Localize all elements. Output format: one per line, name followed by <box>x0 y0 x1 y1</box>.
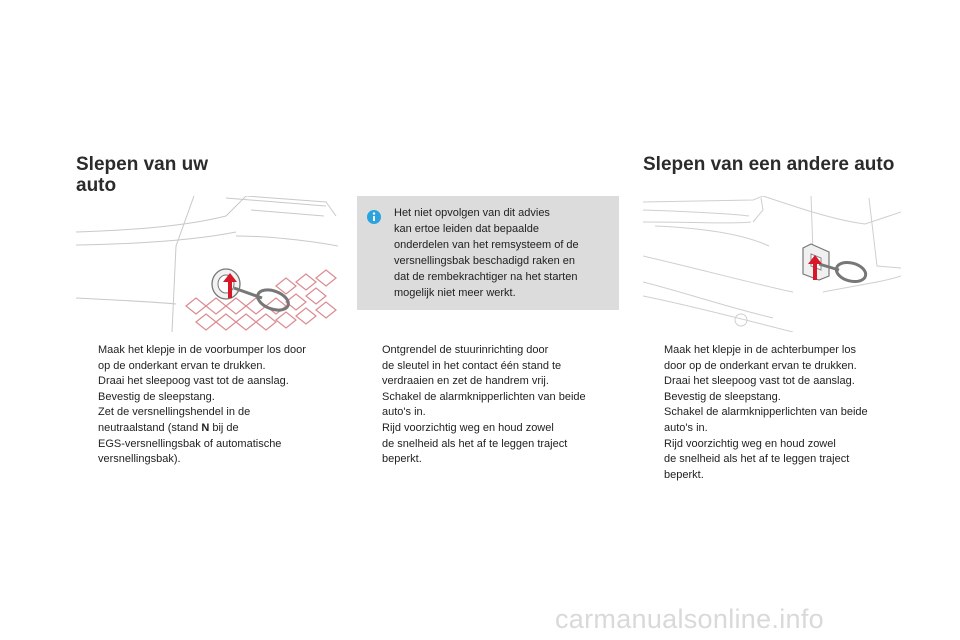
item-line: Schakel de alarmknipperlichten van beide <box>664 406 868 419</box>
item-line: auto's in. <box>664 421 708 434</box>
item-line: beperkt. <box>382 453 422 466</box>
item-line: Draai het sleepoog vast tot de aanslag. <box>98 375 289 388</box>
item-line: Rijd voorzichtig weg en houd zowel <box>664 437 836 450</box>
item-line: verdraaien en zet de handrem vrij. <box>382 375 549 388</box>
list-item <box>76 374 346 390</box>
instructions-other-car <box>642 343 912 483</box>
list-item <box>360 343 620 390</box>
info-icon <box>367 210 381 224</box>
item-line: Bevestig de sleepstang. <box>98 390 215 403</box>
list-item <box>642 343 912 374</box>
instructions-own-car <box>76 343 346 468</box>
notice-line: onderdelen van het remsysteem of de <box>394 239 579 251</box>
heading-line: Slepen van uw <box>76 154 208 175</box>
item-line: Bevestig de sleepstang. <box>664 390 781 403</box>
item-line: de sleutel in het contact één stand te <box>382 359 562 372</box>
item-line: de snelheid als het af te leggen traject <box>382 437 568 450</box>
item-line: versnellingsbak). <box>98 453 181 466</box>
item-line: Maak het klepje in de voorbumper los door <box>98 344 306 356</box>
notice-line: mogelijk niet meer werkt. <box>394 287 516 299</box>
item-line: auto's in. <box>382 406 426 419</box>
list-item <box>76 343 346 374</box>
heading-towing-another-car: Slepen van een andere auto <box>643 154 895 175</box>
list-item <box>76 405 346 467</box>
instructions-own-car-continued <box>360 343 620 468</box>
item-line: beperkt. <box>664 468 704 481</box>
list-item <box>360 390 620 421</box>
item-line: Zet de versnellingshendel in de <box>98 406 251 419</box>
gear-position: N <box>201 421 210 434</box>
item-line: Schakel de alarmknipperlichten van beide <box>382 390 586 403</box>
heading-line: auto <box>76 175 117 196</box>
rear-towing-eye-illustration <box>643 196 901 332</box>
list-item <box>642 374 912 390</box>
item-line: Draai het sleepoog vast tot de aanslag. <box>664 375 855 388</box>
item-line: Ontgrendel de stuurinrichting door <box>382 344 549 356</box>
notice-line: Het niet opvolgen van dit advies <box>394 207 550 219</box>
notice-line: dat de rembekrachtiger na het starten <box>394 271 578 283</box>
item-line: Rijd voorzichtig weg en houd zowel <box>382 421 554 434</box>
list-item <box>76 390 346 406</box>
watermark: carmanualsonline.info <box>555 604 824 634</box>
item-line: de snelheid als het af te leggen traject <box>664 453 850 466</box>
front-towing-eye-illustration <box>76 196 338 332</box>
item-line: EGS-versnellingsbak of automatische <box>98 437 282 450</box>
item-line: op de onderkant ervan te drukken. <box>98 359 266 372</box>
list-item <box>642 437 912 484</box>
list-item <box>642 405 912 436</box>
heading-towing-your-car <box>76 154 208 196</box>
item-text: neutraalstand (stand <box>98 421 202 434</box>
item-line: Maak het klepje in de achterbumper los <box>664 344 856 356</box>
item-line <box>98 421 346 437</box>
notice-line: versnellingsbak beschadigd raken en <box>394 255 576 267</box>
notice-line: kan ertoe leiden dat bepaalde <box>394 223 539 235</box>
list-item <box>642 390 912 406</box>
warning-notice <box>357 196 619 310</box>
item-line: door op de onderkant ervan te drukken. <box>664 359 857 372</box>
notice-text <box>394 205 614 301</box>
item-text: bij de <box>209 421 239 434</box>
list-item <box>360 421 620 468</box>
